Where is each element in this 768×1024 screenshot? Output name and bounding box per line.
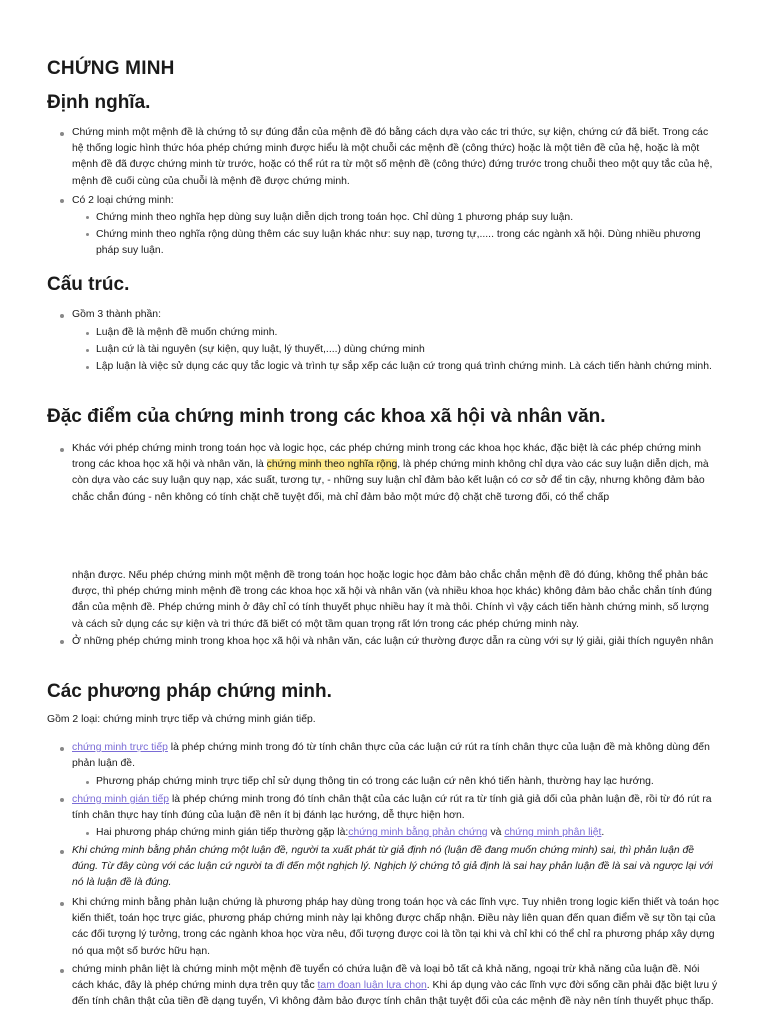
argument-item: Lập luận là việc sử dụng các quy tắc logic và trình tự sắp xếp các luận cứ trong quá trình chứng minh. Là cách tiến hành chứng minh. — [96, 361, 712, 372]
direct-proof-link[interactable]: chứng minh trực tiếp — [72, 742, 168, 753]
indirect-proof-item — [72, 792, 722, 824]
contradiction-explanation-text: Khi chứng minh bằng phản chứng một luận đề, người ta xuất phát từ giả định nó (luận đề đang muốn chứng minh) sai, thì phản luận đề đúng. Từ đây cùng với các luận cứ người ta đi đến một nghịch lý. Nghịch lý chứng tỏ giả định là sai hay phản luận đề là sai và ngược lại với nó là luận đề là đúng. — [72, 845, 713, 889]
heading-definition: Định nghĩa. — [47, 92, 151, 113]
disjunctive-syllogism-link[interactable]: tam đoạn luận lựa chọn — [317, 980, 427, 992]
bullet-icon — [86, 781, 89, 784]
contradiction-usage-item: Khi chứng minh bằng phản luận chứng là phương pháp hay dùng trong toán học và các lĩnh vực. Tuy nhiên trong logic kiến thiết và toán học kiến thiết, toán học trực giác, phương pháp chứng minh này lại không được chấp nhận. Điều này liên quan đến quan điểm về sự tồn tại của các đối tượng lý tưởng, trong các ngành khoa học vừa nêu, đối tượng được coi là tồn tại khi và chỉ khi có thể chỉ ra phương pháp xây dựng nó qua một số bước hữu hạn. — [72, 897, 719, 957]
structure-intro: Gồm 3 thành phần: — [72, 309, 161, 320]
direct-proof-item — [72, 740, 722, 772]
direct-proof-subitem: Phương pháp chứng minh trực tiếp chỉ sử dụng thông tin có trong các luận cứ nên khó tiến hành, thường hay lạc hướng. — [96, 776, 654, 787]
bullet-icon — [86, 349, 89, 352]
bullet-icon — [60, 314, 64, 318]
indirect-methods-text: Hai phương pháp chứng minh gián tiếp thường gặp là: — [96, 827, 349, 838]
indirect-proof-link[interactable]: chứng minh gián tiếp — [72, 794, 170, 805]
disjunctive-proof-item — [72, 962, 722, 1011]
indirect-proof-text: là phép chứng minh trong đó tính chân thật của các luận cứ rút ra từ tính giả giả dối của phản luận đề, rồi từ đó rút ra tính chân thực hay tính đúng của luận đề nên ít bị đánh lạc hướng, dễ thực hiện hơn. — [72, 794, 712, 822]
thesis-item: Luận đề là mệnh đề muốn chứng minh. — [96, 327, 278, 338]
evidence-item: Luận cứ là tài nguyên (sự kiện, quy luật, lý thuyết,....) dùng chứng minh — [96, 344, 425, 355]
direct-proof-text: là phép chứng minh trong đó từ tính chân thực của các luận cứ rút ra tính chân thực của luận đề mà không dùng đến phản luận đề. — [72, 742, 710, 770]
broad-proof-item: Chứng minh theo nghĩa rộng dùng thêm các suy luận khác như: suy nạp, tương tự,..... trong các ngành xã hội. Dùng nhiều phương pháp suy luận. — [96, 229, 701, 257]
contradiction-explanation — [72, 843, 722, 892]
bullet-icon — [86, 216, 89, 219]
narrow-proof-item: Chứng minh theo nghĩa hẹp dùng suy luận diễn dịch trong toán học. Chỉ dùng 1 phương pháp suy luận. — [96, 212, 574, 223]
bullet-icon — [86, 366, 89, 369]
disjunctive-text-b: . Khi áp dụng vào các lĩnh vực đời sống cần phải đặc biệt lưu ý đến tính chân thật của tiền đề dạng tuyển, Vì không đảm bảo được tính chân thật tuyệt đối của các mệnh đề này nên tính thuyết phục thấp. — [72, 980, 718, 1008]
social-science-evidence-item: Ở những phép chứng minh trong khoa học xã hội và nhân văn, các luận cứ thường được dẫn ra cùng với sự lý giải, giải thích nguyên nhân — [72, 636, 714, 647]
indirect-proof-subitem — [96, 825, 716, 841]
bullet-icon — [60, 199, 64, 203]
characteristics-text-b: , là phép chứng minh không chỉ dựa vào các suy luận diễn dịch, mà còn dựa vào các suy luận quy nạp, xác suất, tương tự, - những suy luận chỉ đảm bảo kết luận có cơ sở để tin cậy, nhưng không đảm bảo chắc chắn đúng - nên không có tính chặt chẽ tuyệt đối, mà chỉ đảm bảo một mức độ chặt chẽ tương đối, có thể chấp — [72, 459, 709, 503]
page-title: CHỨNG MINH — [47, 58, 175, 79]
methods-intro: Gồm 2 loại: chứng minh trực tiếp và chứng minh gián tiếp. — [47, 714, 316, 725]
disjunctive-proof-link[interactable]: chứng minh phân liệt — [504, 827, 602, 838]
period-text: . — [601, 827, 605, 838]
proof-types-intro: Có 2 loại chứng minh: — [72, 195, 174, 206]
contradiction-proof-link[interactable]: chứng minh bằng phản chứng — [348, 827, 488, 838]
bullet-icon — [60, 969, 64, 973]
bullet-icon — [86, 233, 89, 236]
conjunction-text: và — [487, 827, 505, 838]
bullet-icon — [60, 640, 64, 644]
heading-characteristics: Đặc điểm của chứng minh trong các khoa xã hội và nhân văn. — [47, 406, 606, 427]
heading-structure: Cấu trúc. — [47, 274, 130, 295]
characteristics-paragraph-part2: nhận được. Nếu phép chứng minh một mệnh đề trong toán học hoặc logic học đảm bảo chắc chắn mệnh đề đó đúng, không thể phản bác được, thì phép chứng minh mệnh đề trong các khoa học xã hội và nhân văn (và nhiều khoa học khác) không đảm bảo chắc chắn tính đúng đắn của mệnh đề. Phép chứng minh ở đây chỉ có tính thuyết phục nhiều hay ít mà thôi. Chính vì vậy cách tiến hành chứng minh, số lượng và cách sử dụng các sự kiện và tri thức đã biết có một tầm quan trọng rất lớn trong các phép chứng minh này. — [72, 570, 712, 630]
bullet-icon — [60, 798, 64, 802]
bullet-icon — [60, 747, 64, 751]
bullet-icon — [60, 132, 64, 136]
highlighted-phrase: chứng minh theo nghĩa rộng — [266, 459, 398, 471]
characteristics-paragraph-part1 — [72, 441, 722, 506]
bullet-icon — [86, 332, 89, 335]
bullet-icon — [60, 850, 64, 854]
bullet-icon — [86, 832, 89, 835]
heading-methods: Các phương pháp chứng minh. — [47, 681, 332, 702]
definition-paragraph: Chứng minh một mệnh đề là chứng tỏ sự đúng đắn của mệnh đề đó bằng cách dựa vào các tri thức, sự kiện, chứng cứ đã biết. Trong các hệ thống logic hình thức hóa phép chứng minh được hiểu là một chuỗi các mệnh đề (công thức) hoặc là một tiên đề của hệ, hoặc là một mệnh đề đã được chứng minh từ trước, hoặc có thể rút ra từ một số mệnh đề (công thức) đứng trước trong chuỗi theo một quy tắc của hệ, mệnh đề cuối cùng của chuỗi là mệnh đề được chứng minh. — [72, 127, 713, 187]
bullet-icon — [60, 902, 64, 906]
bullet-icon — [60, 448, 64, 452]
disjunctive-text-a: chứng minh phân liệt là chứng minh một mệnh đề tuyển có chứa luận đề và loại bỏ tất cả khả năng, ngoại trừ khả năng của luận đề. Nói cách khác, đây là phép chứng minh dựa trên quy tắc — [72, 964, 700, 992]
characteristics-text-a: Khác với phép chứng minh trong toán học và logic học, các phép chứng minh trong các khoa học khác, đặc biệt là các phép chứng minh trong các khoa học xã hội và nhân văn, là — [72, 443, 701, 471]
